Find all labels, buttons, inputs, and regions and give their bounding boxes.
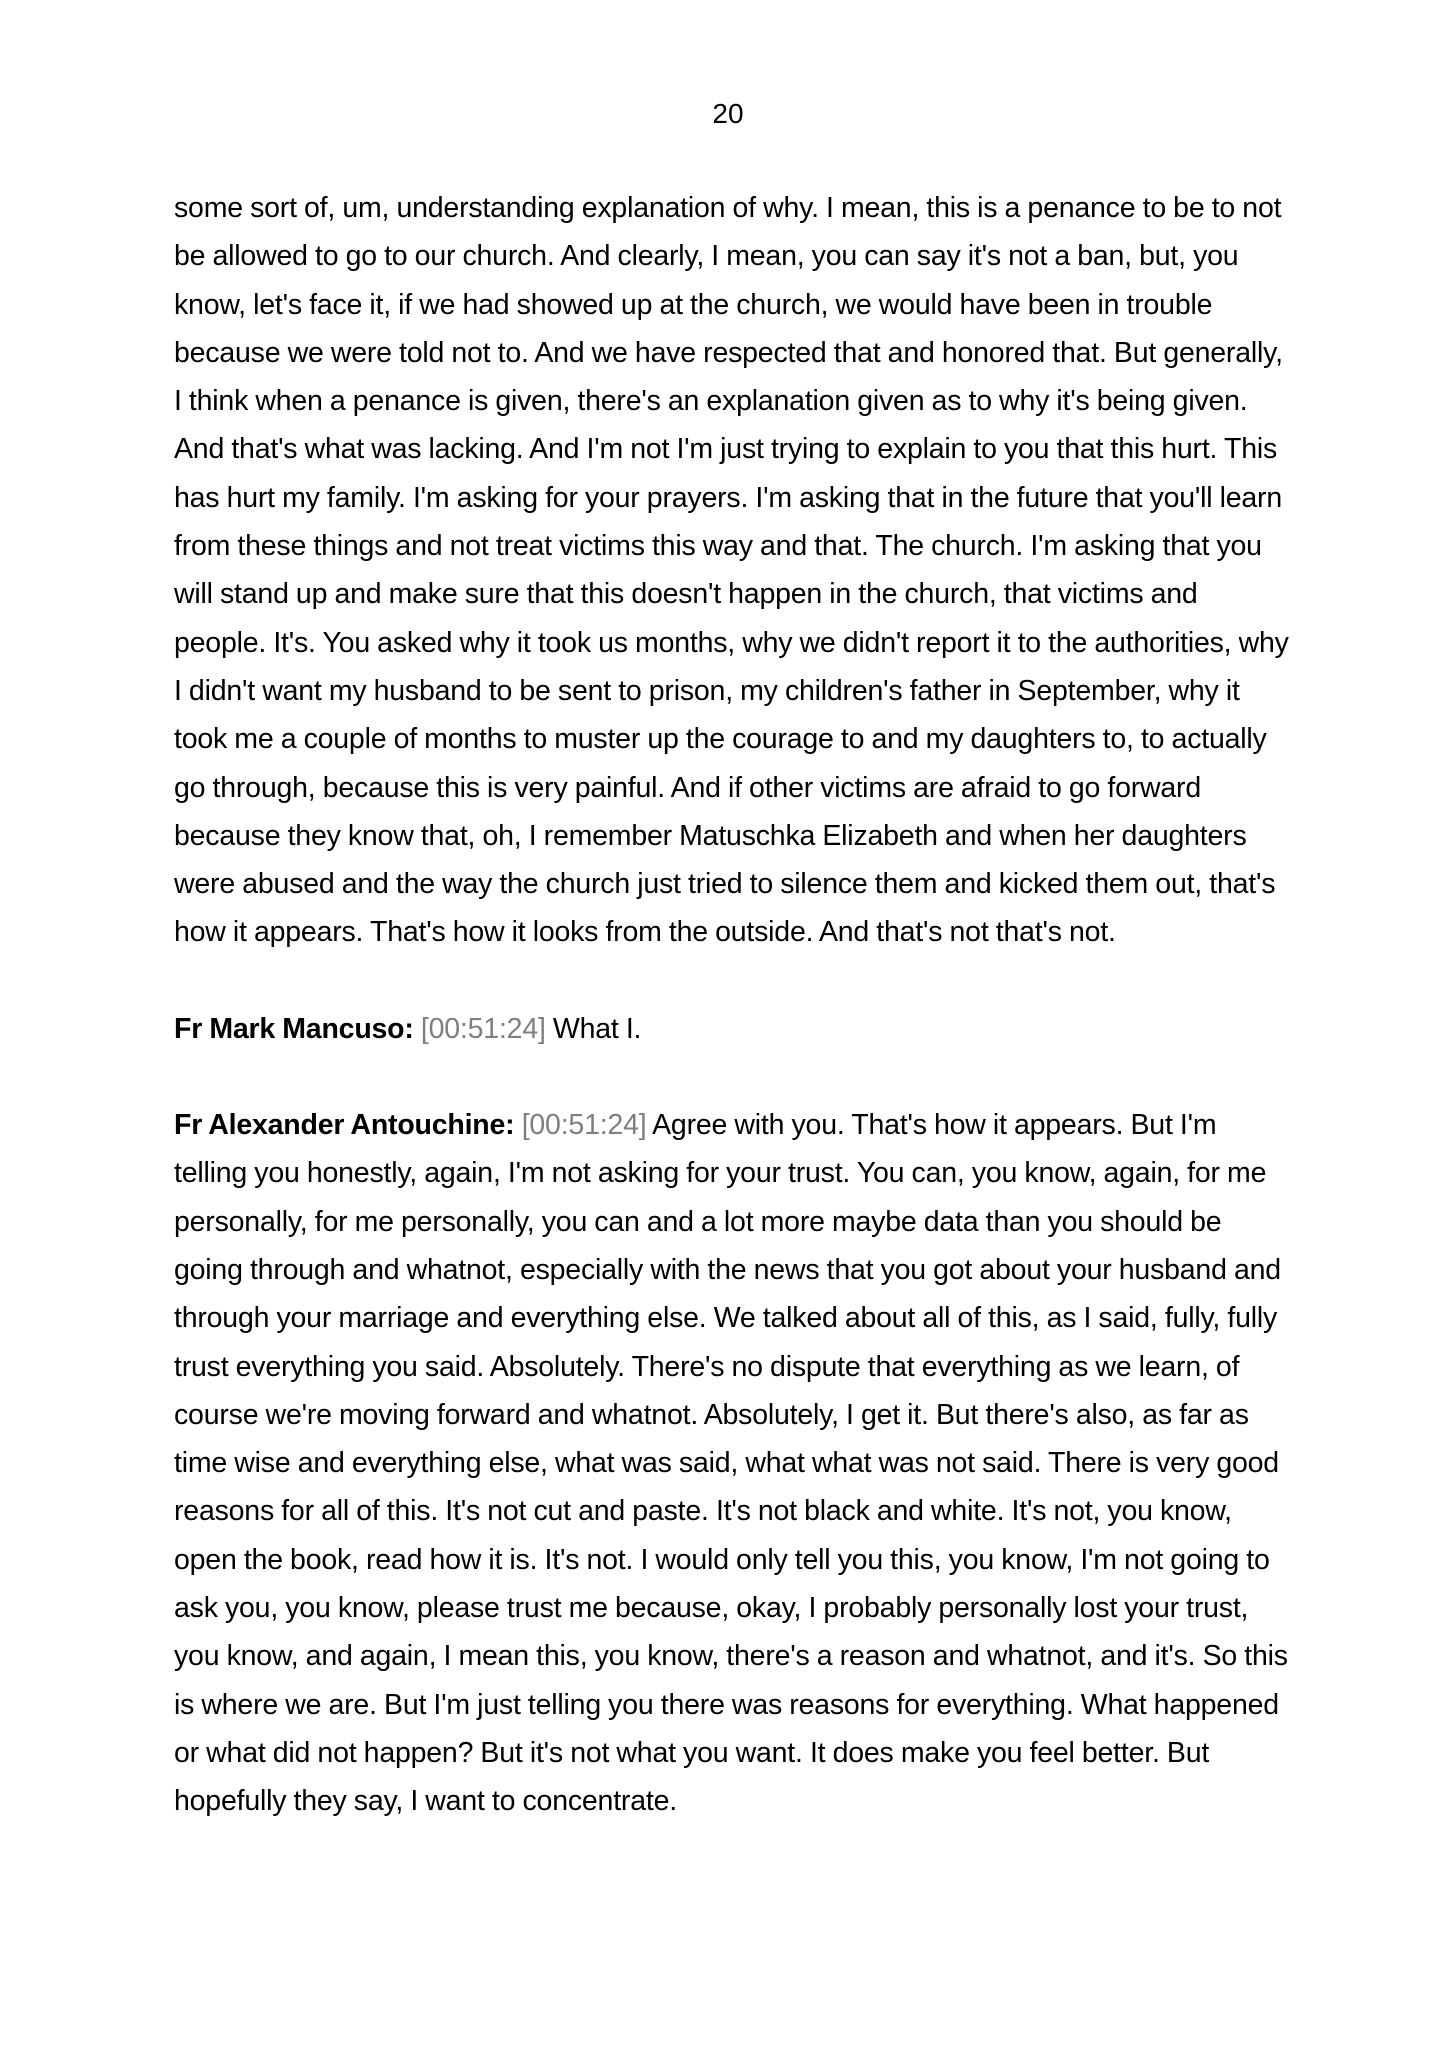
transcript-body bbox=[174, 184, 1294, 1826]
entry-text: Agree with you. That's how it appears. But I'm telling you honestly, again, I'm not asking for your trust. You can, you know, again, for me personally, for me personally, you can and a lot more maybe data than you should be going through and whatnot, especially with the news that you got about your husband and through your marriage and everything else. We talked about all of this, as I said, fully, fully trust everything you said. Absolutely. There's no dispute that everything as we learn, of course we're moving forward and whatnot. Absolutely, I get it. But there's also, as far as time wise and everything else, what was said, what what was not said. There is very good reasons for all of this. It's not cut and paste. It's not black and white. It's not, you know, open the book, read how it is. It's not. I would only tell you this, you know, I'm not going to ask you, you know, please trust me because, okay, I probably personally lost your trust, you know, and again, I mean this, you know, there's a reason and whatnot, and it's. So this is where we are. But I'm just telling you there was reasons for everything. What happened or what did not happen? But it's not what you want. It does make you feel better. But hopefully they say, I want to concentrate. bbox=[174, 1109, 1288, 1818]
transcript-paragraph-continued: some sort of, um, understanding explanation of why. I mean, this is a penance to be to not be allowed to go to our church. And clearly, I mean, you can say it's not a ban, but, you know, let's face it, if we had showed up at the church, we would have been in trouble because we were told not to. And we have respected that and honored that. But generally, I think when a penance is given, there's an explanation given as to why it's being given. And that's what was lacking. And I'm not I'm just trying to explain to you that this hurt. This has hurt my family. I'm asking for your prayers. I'm asking that in the future that you'll learn from these things and not treat victims this way and that. The church. I'm asking that you will stand up and make sure that this doesn't happen in the church, that victims and people. It's. You asked why it took us months, why we didn't report it to the authorities, why I didn't want my husband to be sent to prison, my children's father in September, why it took me a couple of months to muster up the courage to and my daughters to, to actually go through, because this is very painful. And if other victims are afraid to go forward because they know that, oh, I remember Matuschka Elizabeth and when her daughters were abused and the way the church just tried to silence them and kicked them out, that's how it appears. That's how it looks from the outside. And that's not that's not. bbox=[174, 192, 1289, 949]
transcript-entry bbox=[174, 1005, 1294, 1053]
timestamp: [00:51:24] bbox=[420, 1012, 546, 1045]
timestamp: [00:51:24] bbox=[521, 1109, 647, 1142]
speaker-name: Fr Alexander Antouchine: bbox=[174, 1109, 515, 1142]
entry-text: What I. bbox=[552, 1012, 642, 1045]
transcript-entry bbox=[174, 1101, 1294, 1825]
speaker-name: Fr Mark Mancuso: bbox=[174, 1012, 414, 1045]
page-number: 20 bbox=[712, 98, 744, 129]
